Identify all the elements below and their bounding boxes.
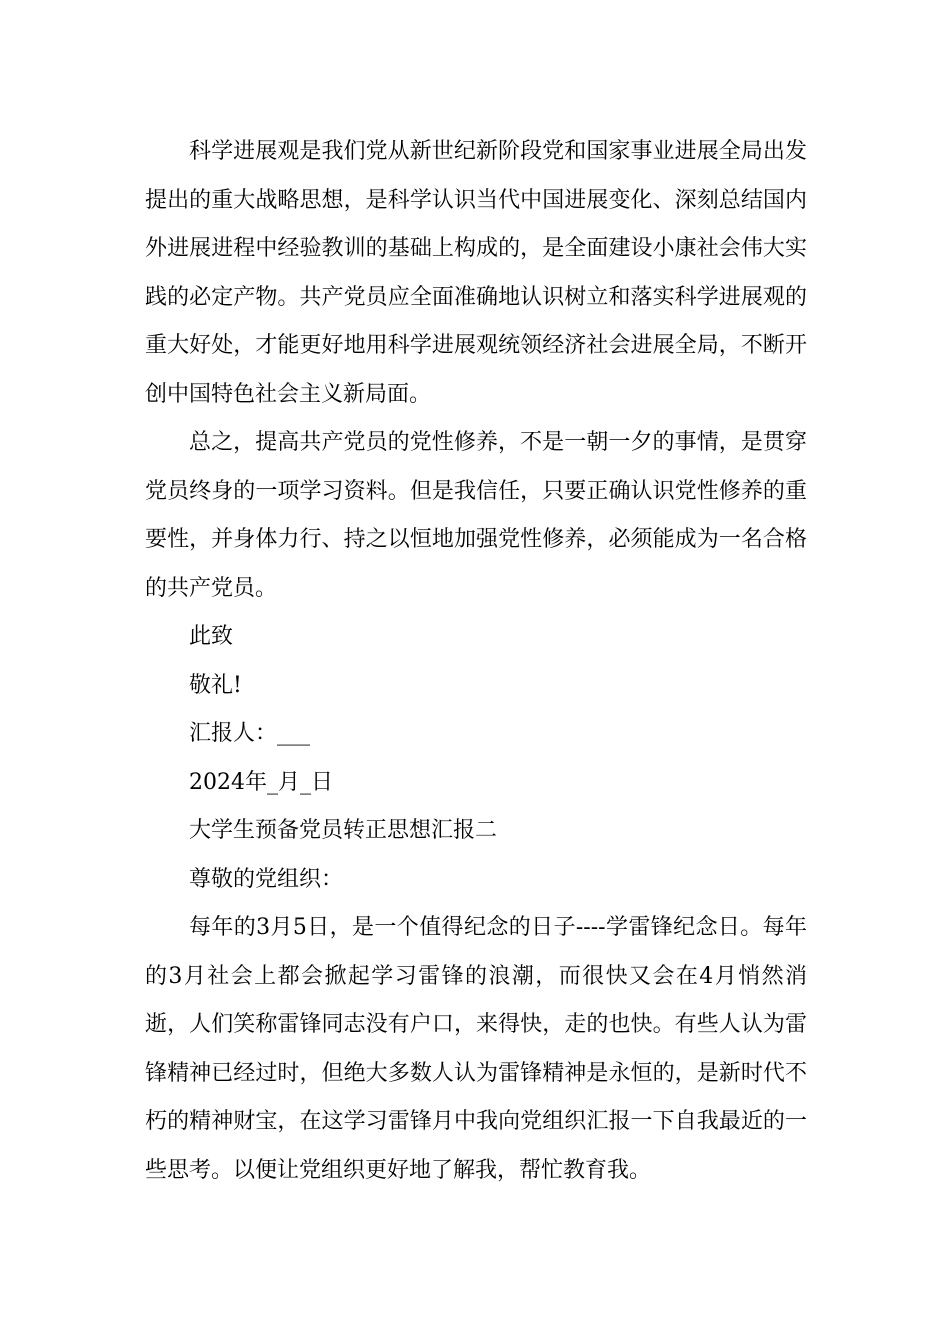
closing-line-1: 此致	[189, 624, 234, 649]
paragraph-lei-feng: 每年的3月5日，是一个值得纪念的日子----学雷锋纪念日。每年的3月社会上都会掀起学习雷锋的浪潮，而很快又会在4月悄然消逝，人们笑称雷锋同志没有户口，来得快，走的也快。有些人认为雷锋精神已经过时，但绝大多数人认为雷锋精神是永恒的，是新时代不朽的精神财宝，在这学习雷锋月中我向党组织汇报一下自我最近的一些思考。以便让党组织更好地了解我，帮忙教育我。	[145, 915, 807, 1183]
second-report-title: 大学生预备党员转正思想汇报二	[189, 818, 498, 843]
salutation-line: 尊敬的党组织：	[189, 866, 344, 892]
paragraph-conclusion: 总之，提高共产党员的党性修养，不是一朝一夕的事情，是贯穿党员终身的一项学习资料。但是我信任，只要正确认识党性修养的重要性，并身体力行、持之以恒地加强党性修养，必须能成为一名合格的共产党员。	[145, 430, 807, 601]
closing-line-2: 敬礼!	[189, 672, 242, 698]
date-line: 2024年_月_日	[189, 769, 333, 795]
reporter-line: 汇报人：___	[189, 721, 311, 746]
document-body	[145, 128, 807, 1195]
paragraph-scientific-outlook: 科学进展观是我们党从新世纪新阶段党和国家事业进展全局出发提出的重大战略思想，是科学认识当代中国进展变化、深刻总结国内外进展进程中经验教训的基础上构成的，是全面建设小康社会伟大实践的必定产物。共产党员应全面准确地认识树立和落实科学进展观的重大好处，才能更好地用科学进展观统领经济社会进展全局，不断开创中国特色社会主义新局面。	[145, 139, 807, 407]
